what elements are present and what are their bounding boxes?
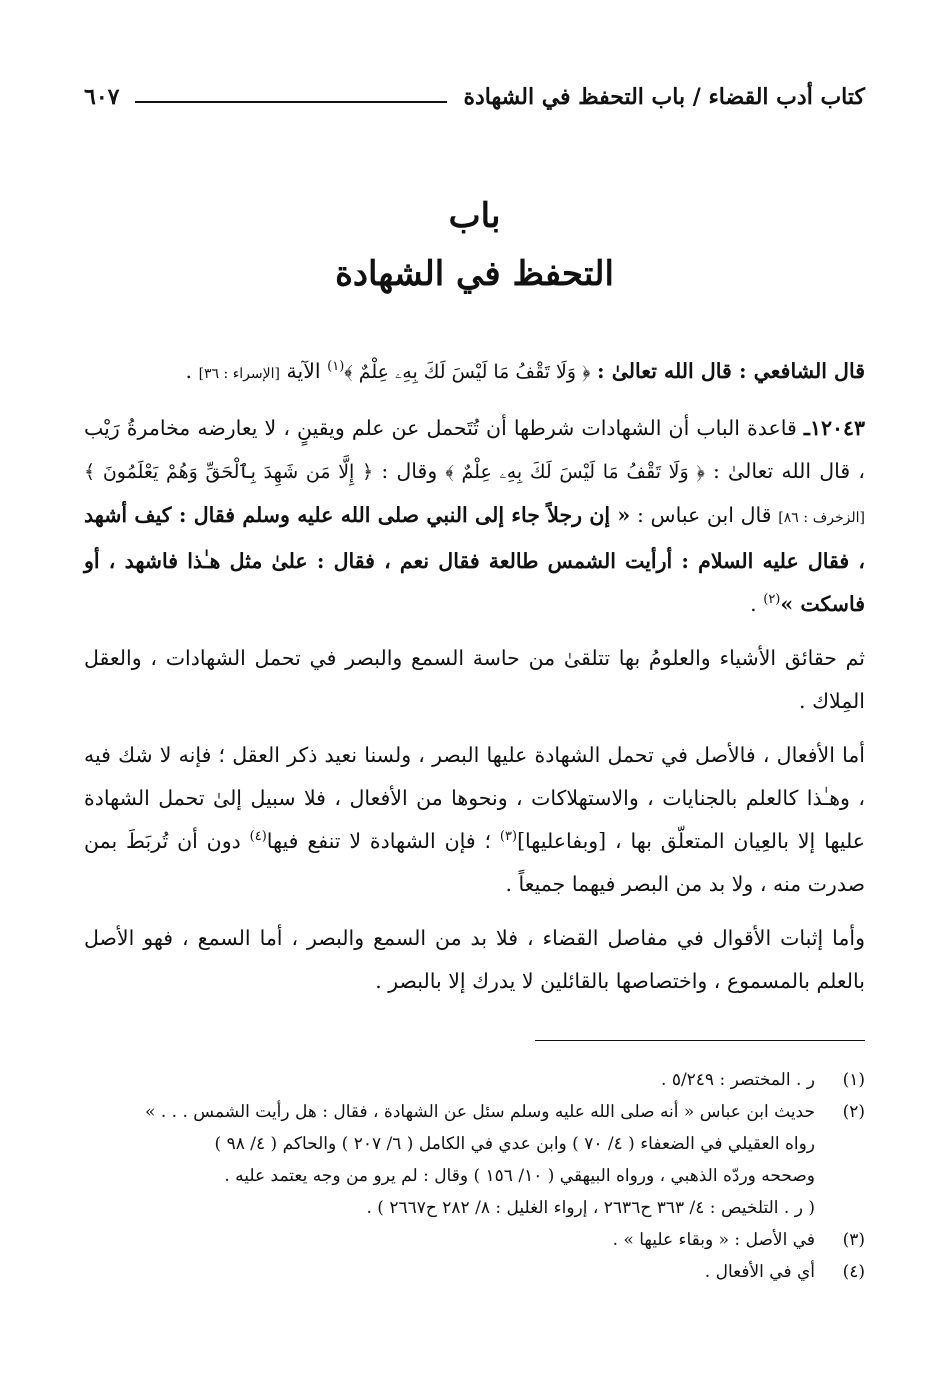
p2-hadith: « إن رجلاً جاء إلى النبي صلى الله عليه وسلم فقال : كيف أشهد ، فقال عليه السلام : أرأيت الشمس طالعة فقال نعم ، فقال : علىٰ مثل هـٰذا فاشهد ، أو فاسكت »	[84, 503, 865, 616]
paragraph-2	[84, 407, 865, 626]
p2-verse2: ﴿ إِلَّا مَن شَهِدَ بِٱلْحَقِّ وَهُمْ يَعْلَمُونَ ﴾	[84, 461, 374, 483]
chapter-title	[84, 188, 865, 304]
chapter-title-line2: التحفظ في الشهادة	[335, 253, 614, 294]
body-text	[84, 350, 865, 1014]
p2-verse1: ﴿ وَلَا تَقْفُ مَا لَيْسَ لَكَ بِهِۦ عِلْمٌ ﴾	[445, 461, 705, 483]
footnote-line: ( ر . التلخيص : ٤/ ٣٦٣ ح٢٦٣٦ ، إرواء الغليل : ٨/ ٢٨٢ ح٢٦٦٧ ) .	[366, 1198, 815, 1218]
footnote-number: (٣)	[842, 1230, 865, 1250]
footnote-4	[84, 1256, 865, 1288]
footnote-line: حديث ابن عباس « أنه صلى الله عليه وسلم سئل عن الشهادة ، فقال : هل رأيت الشمس . . . »	[145, 1102, 815, 1122]
footnote-line: أي في الأفعال .	[704, 1262, 815, 1282]
p2-text2: وقال :	[381, 459, 438, 483]
p1-lead: قال الشافعي : قال الله تعالىٰ :	[597, 359, 865, 383]
p4-text3: دون أن تُربَطَ بمن صدرت منه ، ولا بد من البصر فيهما جميعاً .	[84, 829, 865, 896]
footnote-marker-2: (٢)	[763, 592, 781, 608]
footnote-marker-3: (٣)	[499, 829, 518, 845]
running-header	[84, 84, 865, 110]
p2-end: .	[750, 592, 757, 616]
paragraph-1	[84, 350, 865, 396]
footnote-line: ر . المختصر : ٥/٢٤٩ .	[661, 1070, 815, 1090]
footnote-3	[84, 1224, 865, 1256]
header-rule	[135, 101, 447, 103]
page-number: ٦٠٧	[84, 84, 120, 110]
paragraph-4	[84, 734, 865, 906]
footnote-2	[84, 1096, 865, 1224]
p1-tail: الآية	[286, 359, 321, 383]
p1-verse: ﴿ وَلَا تَقْفُ مَا لَيْسَ لَكَ بِهِۦ عِلْمٌ ﴾	[344, 361, 591, 383]
p4-text2: ؛ فإن الشهادة لا تنفع فيها	[266, 829, 492, 853]
p2-text3: قال ابن عباس :	[636, 503, 772, 527]
p2-text1: قاعدة الباب أن الشهادات شرطها أن تُتَحمل عن علم ويقينٍ ، لا يعارضه مخامرةُ رَيْب ، قال الله تعالىٰ :	[84, 416, 865, 483]
footnote-number: (٤)	[842, 1262, 865, 1282]
paragraph-5: وأما إثبات الأقوال في مفاصل القضاء ، فلا بد من السمع والبصر ، أما السمع ، فهو الأصل بالعلم بالمسموع ، واختصاصها بالقائلين لا يدرك إلا بالبصر .	[84, 926, 865, 993]
p4-text1: أما الأفعال ، فالأصل في تحمل الشهادة عليها البصر ، ولسنا نعيد ذكر العقل ؛ فإنه لا شك فيه ، وهـٰذا كالعلم بالجنايات ، والاستهلاكات ، ونحوها من الأفعال ، فلا سبيل إلىٰ تحمل الشهادة عليها إلا بالعِيان المتعلّق بها ، [وبفاعليها]	[84, 743, 865, 853]
p2-ref: [الزخرف : ٨٦]	[778, 510, 865, 526]
footnote-line: في الأصل : « وبقاء عليها » .	[612, 1230, 815, 1250]
p1-ref: [الإسراء : ٣٦]	[198, 366, 280, 382]
footnote-1	[84, 1064, 865, 1096]
book-title: كتاب أدب القضاء / باب التحفظ في الشهادة	[463, 84, 865, 110]
footnote-line: وصححه وردّه الذهبي ، ورواه البيهقي ( ١٠/ ١٥٦ ) وقال : لم يرو من وجه يعتمد عليه .	[224, 1166, 815, 1186]
footnotes	[84, 1064, 865, 1288]
paragraph-3: ثم حقائق الأشياء والعلومُ بها تتلقىٰ من حاسة السمع والبصر في تحمل الشهادات ، والعقل المِلاك .	[84, 646, 865, 713]
chapter-title-line1: باب	[448, 196, 501, 236]
footnote-number: (١)	[842, 1070, 865, 1090]
footnote-rule	[535, 1040, 865, 1041]
footnote-line: رواه العقيلي في الضعفاء ( ٤/ ٧٠ ) وابن عدي في الكامل ( ٦/ ٢٠٧ ) والحاكم ( ٤/ ٩٨ )	[214, 1134, 815, 1154]
p2-number: ١٢٠٤٣ـ	[803, 416, 865, 440]
footnote-marker-1: (١)	[327, 359, 345, 375]
footnote-number: (٢)	[842, 1102, 865, 1122]
footnote-marker-4: (٤)	[249, 829, 267, 845]
p1-end: .	[185, 359, 193, 383]
